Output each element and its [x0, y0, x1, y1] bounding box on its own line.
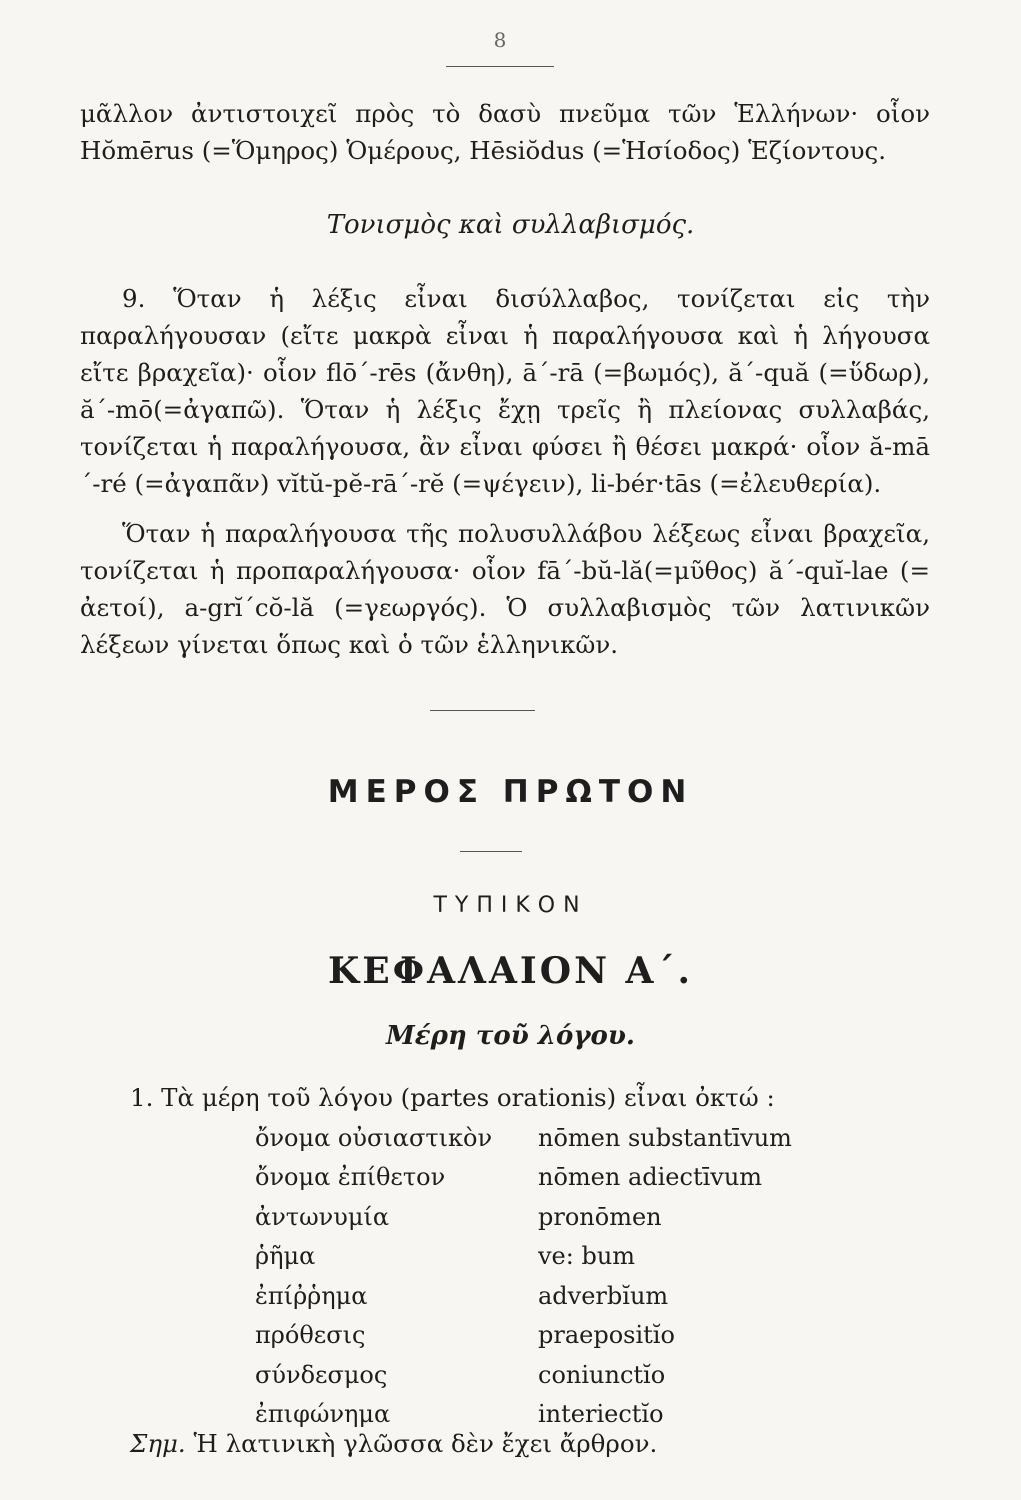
greek-term: ὄνομα ἐπίθετον — [255, 1163, 446, 1192]
latin-term: pronōmen — [538, 1202, 662, 1231]
paragraph-9 — [80, 280, 930, 502]
latin-term: interiectĭo — [538, 1400, 664, 1429]
latin-term: nōmen adiectīvum — [538, 1163, 763, 1192]
parts-of-speech-body — [255, 1118, 838, 1434]
table-row — [255, 1118, 838, 1158]
page-number: 8 — [493, 28, 507, 52]
section-heading: Τονισμὸς καὶ συλλαβισμός. — [326, 210, 695, 240]
latin-term: praepositĭo — [538, 1321, 675, 1350]
latin-term: nōmen substantīvum — [538, 1123, 792, 1152]
intro-paragraph: μᾶλλον ἀντιστοιχεῖ πρὸς τὸ δασὺ πνεῦμα τῶν Ἑλλήνων· οἷον Hŏmērus (=Ὅμηρος) Ὁμέρους, Hēsiŏdus (=Ἡσίοδος) Ἑζίοντους. — [80, 99, 930, 165]
chapter-title: ΚΕΦΑΛΑΙΟΝ Α΄. — [328, 950, 693, 992]
greek-term: σύνδεσμος — [255, 1360, 388, 1389]
page-number-rule — [446, 66, 554, 67]
table-row — [255, 1355, 838, 1395]
latin-term: ve: bum — [538, 1242, 636, 1271]
latin-term: coniunctĭo — [538, 1360, 666, 1389]
paragraph-9-text: Ὅταν ἡ λέξις εἶναι δισύλλαβος, τονίζεται εἰς τὴν παραλήγουσαν (εἴτε μακρὰ εἶναι ἡ παραλήγουσα καὶ ἡ λήγουσα εἴτε βραχεῖα)· οἷον flō´-rēs (ἄνθη), ā´-rā (=βωμός), ă´-quă (=ὕδωρ), ă´-mō(=ἀγαπῶ). Ὅταν ἡ λέξις ἔχῃ τρεῖς ἢ πλείονας συλλαβάς, τονίζεται ἡ παραλήγουσα, ἂν εἶναι φύσει ἢ θέσει μακρά· οἷον ă-mā´-ré (=ἀγαπᾶν) vĭtŭ-pĕ-rā´-rĕ (=ψέγειν), li-bér·tās (=ἐλευθερία). — [80, 284, 930, 498]
section-divider — [430, 710, 535, 711]
greek-term: πρόθεσις — [255, 1321, 366, 1350]
table-row — [255, 1197, 838, 1237]
parts-of-speech-table — [255, 1118, 838, 1434]
note-text: Ἡ λατινικὴ γλῶσσα δὲν ἔχει ἄρθρον. — [193, 1429, 658, 1458]
subheading: Μέρη τοῦ λόγου. — [386, 1021, 635, 1051]
table-row — [255, 1158, 838, 1198]
greek-term: ῥῆμα — [255, 1242, 316, 1271]
paragraph-9-continued — [80, 515, 930, 663]
greek-term: ἐπίῤῥημα — [255, 1281, 368, 1310]
greek-term: ἀντωνυμία — [255, 1202, 390, 1231]
table-row — [255, 1237, 838, 1277]
table-row — [255, 1276, 838, 1316]
section-label: ΤΥΠΙΚΟΝ — [433, 893, 588, 918]
table-row — [255, 1316, 838, 1356]
note-label: Σημ. — [130, 1429, 186, 1458]
part-divider — [460, 851, 522, 852]
parts-intro: 1. Τὰ μέρη τοῦ λόγου (partes orationis) εἶναι ὀκτώ : — [130, 1083, 775, 1112]
latin-term: adverbĭum — [538, 1281, 669, 1310]
note — [130, 1429, 657, 1458]
paragraph-9-continued-text: Ὅταν ἡ παραλήγουσα τῆς πολυσυλλάβου λέξεως εἶναι βραχεῖα, τονίζεται ἡ προπαραλήγουσα· οἷον fā´-bŭ-lă(=μῦθος) ă´-quĭ-lae (= ἀετοί), a-grĭ´cŏ-lă (=γεωργός). Ὁ συλλαβισμὸς τῶν λατινικῶν λέξεων γίνεται ὅπως καὶ ὁ τῶν ἑλληνικῶν. — [80, 519, 930, 659]
paragraph-9-number: 9. — [122, 284, 146, 313]
greek-term: ἐπιφώνημα — [255, 1400, 391, 1429]
part-title: ΜΕΡΟΣ ΠΡΩΤΟΝ — [327, 774, 694, 810]
greek-term: ὄνομα οὐσιαστικὸν — [255, 1123, 493, 1152]
